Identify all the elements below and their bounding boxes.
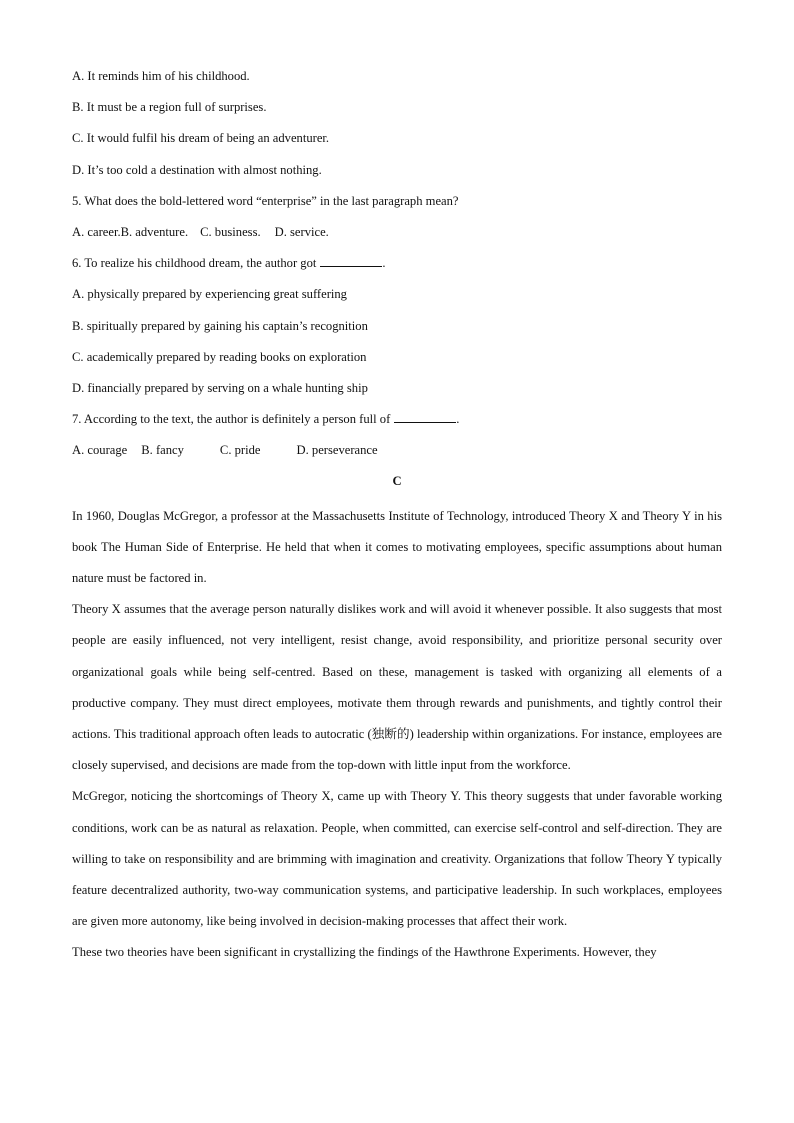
question-4-options — [72, 64, 722, 189]
option-d: D. service. — [274, 224, 329, 239]
option-a: A. physically prepared by experiencing great suffering — [72, 287, 347, 302]
question-5-text: 5. What does the bold-lettered word “enterprise” in the last paragraph mean? — [72, 193, 459, 208]
question-5-options — [72, 220, 722, 251]
option-a: A. It reminds him of his childhood. — [72, 69, 250, 83]
paragraph-1: In 1960, Douglas McGregor, a professor at the Massachusetts Institute of Technology, introduced Theory X and Theory Y in his book The Human Side of Enterprise. He held that when it comes to motivating employees, specific assumptions about human nature must be factored in. — [72, 508, 722, 586]
section-heading: C — [392, 474, 402, 489]
question-7 — [72, 407, 722, 469]
question-6 — [72, 251, 722, 407]
paragraph-2: Theory X assumes that the average person naturally dislikes work and will avoid it whenever possible. It also suggests that most people are easily influenced, not very intelligent, resist change, avoid responsibility, and prioritize personal security over organizational goals while being self-centred. Based on these, management is tasked with organizing all elements of a productive company. They must direct employees, motivate them through rewards and punishments, and tightly control their actions. This traditional approach often leads to autocratic (独断的) leadership within organizations. For instance, employees are closely supervised, and decisions are made from the top-down with little input from the workforce. — [72, 602, 722, 773]
option-d: D. It’s too cold a destination with almost nothing. — [72, 162, 322, 177]
paragraph-3: McGregor, noticing the shortcomings of Theory X, came up with Theory Y. This theory suggests that under favorable working conditions, work can be as natural as relaxation. People, when committed, can exercise self-control and self-direction. They are willing to take on responsibility and are brimming with imagination and creativity. Organizations that follow Theory Y typically feature decentralized authority, two-way communication systems, and participative leadership. In such workplaces, employees are given more autonomy, like being involved in decision-making processes that affect their work. — [72, 789, 722, 929]
option-b: B. spiritually prepared by gaining his captain’s recognition — [72, 318, 368, 333]
option-b: B. fancy — [141, 443, 184, 458]
question-7-options — [72, 438, 722, 469]
document-page — [72, 64, 722, 969]
question-7-text: 7. According to the text, the author is definitely a person full of . — [72, 412, 460, 427]
answer-blank — [394, 410, 456, 423]
question-6-stem: 6. To realize his childhood dream, the author got — [72, 256, 317, 271]
answer-blank — [320, 254, 382, 267]
question-6-text: 6. To realize his childhood dream, the author got . — [72, 256, 386, 271]
option-a: A. courage — [72, 443, 128, 458]
option-b: B. It must be a region full of surprises. — [72, 100, 267, 115]
option-b: B. adventure. — [120, 224, 189, 239]
option-c: C. pride — [219, 443, 261, 458]
question-5 — [72, 189, 722, 251]
option-d: D. financially prepared by serving on a whale hunting ship — [72, 380, 368, 395]
option-a: A. career. — [72, 224, 121, 239]
option-d: D. perseverance — [296, 443, 378, 458]
question-7-stem: 7. According to the text, the author is definitely a person full of — [72, 412, 391, 427]
option-c: C. academically prepared by reading books on exploration — [72, 349, 367, 364]
option-c: C. business. — [200, 224, 261, 239]
paragraph-4: These two theories have been significant in crystallizing the findings of the Hawthrone Experiments. However, they — [72, 945, 657, 960]
option-c: C. It would fulfil his dream of being an adventurer. — [72, 131, 330, 146]
